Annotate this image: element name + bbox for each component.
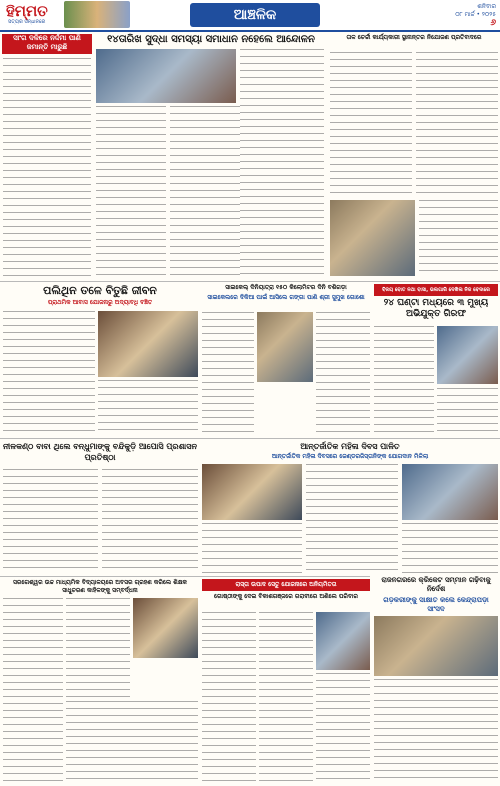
lead-article-text-c [240,49,324,278]
women-day-headline: ଆନ୍ତର୍ଜାତିକ ମହିଳା ଦିବସ ପାଳିତ [300,442,400,451]
bottom-left-text-a [3,598,63,783]
women-day-subheadline: ଆନ୍ତର୍ଜାତିକ ମହିଳା ଦିବସରେ ଜେଣ୍ଡରଜିସ୍ତାନିଙ୍କ ଯୋଗଦାନ ମିଳିଲା [271,453,429,460]
lead-headline: ୧୪ତାରିଖ ସୁଦ୍ଧା ସମସ୍ୟା ସମାଧାନ ନହେଲେ ଆନ୍ଦୋଳନ [107,34,315,45]
rajnagar-subheadline: ଗଡ଼କରୀଙ୍କୁ ସାକ୍ଷାତ କଲେ କେନ୍ଦ୍ରାପଡ଼ା ସାଂସଦ [383,596,489,613]
bottom-left-text-c [66,701,198,783]
women-day-text-b [306,464,398,573]
nirbhaya-text-a [3,469,98,573]
divider-2 [0,438,500,439]
page-number: ୬ [490,18,496,28]
cyclist-photo [257,312,313,382]
side-headline-box [2,34,92,54]
lead-article-text-b [170,106,240,278]
cyclist-subheadline: ସାଇକେଲରେ ଦିକିଆ ପାଇଁ ଆସିଲେ ଗଙ୍ଗା ପାଣି ଶ୍ରୀ ସୁମୁଖ ଗୋଶୋ [207,294,365,301]
nirbhaya-text-b [102,469,198,573]
palithin-text-a [3,311,95,435]
nirbhaya-headline: ନୀଳକଣ୍ଠ ବାବା ଥିଲେ ବନ୍ଧୁମାଙ୍କୁ ବନ୍ଦିକୁଡ଼ି ଆପୋସି ପ୍ରଶାସନ ପ୍ରତିଷ୍ଠା [3,442,197,462]
masthead-photo [64,1,130,28]
women-day-photo [202,464,302,520]
palithin-text-b [98,380,198,435]
issue-day: ଶନିବାର [477,3,496,10]
bottom-mid-subheadline: ଗୋଷ୍ଠୀଙ୍କୁ ଦେଇ ବିକାଶଗଞ୍ଜରେ ଗରାବୀରେ ଅଣିଲେ ପରିବାର [214,593,358,600]
arrest-photo [437,326,498,384]
cyclist-headline: ସାଇକେଲ୍ ଦିନିୟାତ୍ରା ୧୫୦ କିଲୋମିଟର ଦିନି ବଶିଗଡ଼ା [225,284,347,291]
divider-3 [0,576,370,577]
palithin-photo [98,311,198,377]
cyclist-text-a [202,312,254,432]
side-article-text [3,58,91,278]
bottom-mid-headline: ରାସ୍ତା ଉପାଦ ସେତୁ ଯୋଜନାରେ ଅନିୟମିତତା [202,579,370,591]
issue-date: ୦୮ ମାର୍ଚ୍ଚ • ୨୦୨୫ [455,11,496,18]
women-day-photo-2 [402,464,498,520]
women-day-text-a [202,523,302,573]
palithin-subheadline: ପ୍ରାଥମିକ ଆବାସ ଯୋଜନାରୁ ଅଦ୍ୟାବଧି ବଞ୍ଚିତ [47,299,153,306]
bottom-mid-text-a [202,612,256,783]
bottom-mid-photo [316,612,370,670]
section-title: ଆଞ୍ଚଳିକ [190,3,320,27]
arrest-text-b [437,388,498,436]
date-block [400,3,496,27]
side-headline: ସାଂଗ ଦଳିରେ ନର୍ଦ୍ଦମା ପାଣି ଜମାନ୍ତି ମାରୁଛି [13,34,81,51]
lead-photo [96,49,236,103]
rajnagar-headline: ରାଜନଗରରେ କ୍ରିକେଟ ସମ୍ମାନ ଗଢ଼ିବାକୁ ନିର୍ଦେଶ [381,576,491,593]
top-right-headline: ତାଳ ଚେର୍ଚ୍ଚୀ କାର୍ଯ୍ୟକାରୀ ସ୍ଥାନାନ୍ତର ନିଯୋଜଣ ପ୍ରତିବାଦରେ [346,34,482,41]
lead-article-text-a [96,106,166,278]
cyclist-text-b [316,312,370,432]
rajnagar-text [374,679,498,783]
women-day-text-c [402,523,498,573]
palithin-headline: ପଲିଥିନ ତଳେ ବିତୁଛି ଜୀବନ [43,284,157,297]
divider-1 [0,281,500,282]
bottom-mid-text-c [316,673,370,783]
rajnagar-photo [374,616,498,676]
top-right-text-c [419,200,498,276]
arrest-headline: ୨୪ ଘଣ୍ଟା ମଧ୍ୟରେ ୩ ମୁଖ୍ୟ ଅଭିଯୁକ୍ତ ଗିରଫ [383,298,489,319]
bottom-left-headline: ସରଗେଶ୍ୱର ଉଚ୍ଚ ମାଧ୍ୟମିକ ବିଦ୍ୟାଳୟରେ ଅବସର ଗ୍ରହଣ କରିଲେ ଶିକ୍ଷକ ସାଧୁଚରଣ କାହିଳଙ୍କୁ ସମ୍ବର୍ଦ୍ଧନା [13,579,187,594]
bottom-mid-text-b [259,612,313,783]
bottom-left-photo [133,598,198,658]
top-right-text-b [416,52,498,197]
logo-tagline: ସତ୍ୟର ସନ୍ଧାନରେ [8,19,46,25]
red-strip: ବିଜୟ ବୋତ ନଥା ବାସା, ଭଲଗାରି ଦେଖିଲ ନିଜ ବେଦାରେ [374,284,498,296]
arrest-text-a [374,326,434,436]
bottom-left-text-b [66,598,130,698]
top-right-photo [330,200,415,276]
newspaper-logo: ହିମ୍ମତ [6,2,48,20]
top-right-text-a [330,52,412,197]
